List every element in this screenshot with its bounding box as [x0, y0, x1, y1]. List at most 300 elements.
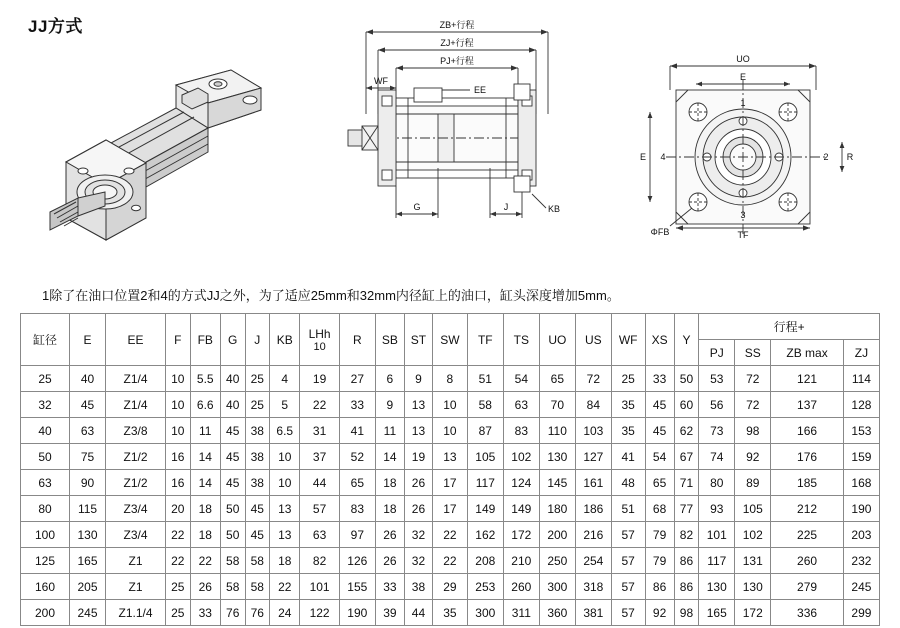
- table-cell: 153: [843, 418, 879, 444]
- table-cell: 110: [539, 418, 575, 444]
- table-cell: 48: [611, 470, 645, 496]
- table-row: [21, 418, 880, 444]
- table-cell: 87: [467, 418, 503, 444]
- table-cell: 44: [404, 600, 432, 626]
- table-cell: 92: [735, 444, 771, 470]
- col-header-j: J: [245, 314, 270, 366]
- table-cell: 10: [432, 392, 467, 418]
- table-cell: 115: [70, 496, 106, 522]
- table-cell: 45: [245, 522, 270, 548]
- table-cell: Z1: [106, 548, 166, 574]
- table-cell: 5: [270, 392, 300, 418]
- table-cell: 4: [270, 366, 300, 392]
- table-cell: 5.5: [190, 366, 220, 392]
- table-cell: 13: [270, 496, 300, 522]
- col-header-us: US: [575, 314, 611, 366]
- table-cell: 10: [166, 366, 191, 392]
- table-cell: 52: [339, 444, 375, 470]
- table-cell: 25: [611, 366, 645, 392]
- table-cell: 40: [220, 392, 245, 418]
- table-cell: 102: [735, 522, 771, 548]
- table-cell: 105: [735, 496, 771, 522]
- table-cell: 33: [645, 366, 674, 392]
- dim-e-top-label: E: [739, 72, 747, 82]
- table-cell: 122: [300, 600, 339, 626]
- table-cell: 83: [339, 496, 375, 522]
- table-cell: 260: [771, 548, 844, 574]
- note-text: 1除了在油口位置2和4的方式JJ之外，为了适应25mm和32mm内径缸上的油口，缸头深度增加5mm。: [42, 288, 620, 303]
- table-cell: 31: [300, 418, 339, 444]
- table-cell: 29: [432, 574, 467, 600]
- table-cell: 10: [432, 418, 467, 444]
- col-header-zbmax: ZB max: [771, 340, 844, 366]
- table-cell: 9: [404, 366, 432, 392]
- table-cell: 260: [503, 574, 539, 600]
- table-cell: 6.6: [190, 392, 220, 418]
- table-cell: 166: [771, 418, 844, 444]
- table-cell: 155: [339, 574, 375, 600]
- table-cell: 208: [467, 548, 503, 574]
- table-cell: 57: [611, 600, 645, 626]
- col-header-tf: TF: [467, 314, 503, 366]
- table-cell: 45: [220, 418, 245, 444]
- table-cell: 162: [467, 522, 503, 548]
- table-cell: 22: [166, 548, 191, 574]
- table-cell: 100: [21, 522, 70, 548]
- table-cell: 98: [674, 600, 699, 626]
- table-cell: 18: [270, 548, 300, 574]
- table-cell: 41: [339, 418, 375, 444]
- table-cell: 39: [375, 600, 404, 626]
- table-row: [21, 444, 880, 470]
- table-cell: 13: [404, 392, 432, 418]
- table-cell: 58: [220, 574, 245, 600]
- col-header-sb: SB: [375, 314, 404, 366]
- table-cell: 172: [735, 600, 771, 626]
- table-cell: 14: [190, 444, 220, 470]
- table-cell: 22: [270, 574, 300, 600]
- dim-zj-label: ZJ+行程: [440, 38, 474, 48]
- table-row: [21, 522, 880, 548]
- table-cell: 186: [575, 496, 611, 522]
- table-cell: 161: [575, 470, 611, 496]
- col-header-ss: SS: [735, 340, 771, 366]
- table-cell: 40: [220, 366, 245, 392]
- table-cell: 71: [674, 470, 699, 496]
- table-cell: 76: [220, 600, 245, 626]
- col-header-travel-group: 行程+: [699, 314, 880, 340]
- table-row: [21, 600, 880, 626]
- table-cell: 11: [190, 418, 220, 444]
- table-cell: 245: [843, 574, 879, 600]
- table-cell: 18: [190, 496, 220, 522]
- col-header-f: F: [166, 314, 191, 366]
- col-header-kb: KB: [270, 314, 300, 366]
- table-cell: 216: [575, 522, 611, 548]
- table-cell: 65: [539, 366, 575, 392]
- table-cell: 26: [375, 548, 404, 574]
- table-cell: 22: [190, 548, 220, 574]
- table-cell: 11: [375, 418, 404, 444]
- table-cell: 149: [467, 496, 503, 522]
- table-cell: 210: [503, 548, 539, 574]
- table-cell: 117: [467, 470, 503, 496]
- table-cell: 54: [645, 444, 674, 470]
- table-cell: 232: [843, 548, 879, 574]
- table-cell: 90: [70, 470, 106, 496]
- table-cell: 45: [220, 470, 245, 496]
- table-cell: 20: [166, 496, 191, 522]
- table-cell: 19: [404, 444, 432, 470]
- table-cell: 25: [166, 574, 191, 600]
- table-cell: 74: [699, 444, 735, 470]
- table-cell: Z1: [106, 574, 166, 600]
- table-cell: 98: [735, 418, 771, 444]
- col-header-zj: ZJ: [843, 340, 879, 366]
- table-cell: 58: [467, 392, 503, 418]
- table-cell: 65: [645, 470, 674, 496]
- table-cell: 57: [300, 496, 339, 522]
- dim-pj-label: PJ+行程: [440, 56, 474, 66]
- table-cell: 336: [771, 600, 844, 626]
- dim-wf-label: WF: [374, 76, 388, 86]
- table-cell: 63: [21, 470, 70, 496]
- table-cell: 360: [539, 600, 575, 626]
- table-cell: 130: [735, 574, 771, 600]
- table-cell: 10: [166, 392, 191, 418]
- table-cell: 57: [611, 574, 645, 600]
- table-cell: 35: [432, 600, 467, 626]
- dim-g-label: G: [413, 202, 421, 212]
- table-cell: 63: [70, 418, 106, 444]
- table-cell: 185: [771, 470, 844, 496]
- dim-fb-label: ΦFB: [650, 227, 670, 237]
- table-cell: 105: [467, 444, 503, 470]
- spec-table: [20, 313, 880, 626]
- dim-r-label: R: [846, 152, 854, 162]
- figure-isometric-cylinder: [26, 40, 296, 265]
- table-cell: 205: [70, 574, 106, 600]
- table-cell: 79: [645, 522, 674, 548]
- table-cell: 83: [503, 418, 539, 444]
- table-cell: 10: [166, 418, 191, 444]
- table-cell: Z1/4: [106, 392, 166, 418]
- table-cell: 149: [503, 496, 539, 522]
- table-cell: 25: [21, 366, 70, 392]
- col-header-st: ST: [404, 314, 432, 366]
- spec-table-head: [21, 314, 880, 366]
- table-cell: 56: [699, 392, 735, 418]
- table-cell: 67: [674, 444, 699, 470]
- table-cell: 58: [245, 548, 270, 574]
- table-cell: 82: [674, 522, 699, 548]
- dim-e-left-label: E: [639, 152, 647, 162]
- table-cell: 22: [432, 522, 467, 548]
- table-cell: 103: [575, 418, 611, 444]
- table-cell: 93: [699, 496, 735, 522]
- table-cell: 190: [843, 496, 879, 522]
- table-cell: 38: [245, 418, 270, 444]
- table-cell: Z1.1/4: [106, 600, 166, 626]
- table-cell: 300: [539, 574, 575, 600]
- table-cell: 130: [539, 444, 575, 470]
- spec-table-body: [21, 366, 880, 626]
- table-cell: 72: [575, 366, 611, 392]
- table-cell: 45: [220, 444, 245, 470]
- table-cell: 19: [300, 366, 339, 392]
- table-cell: 245: [70, 600, 106, 626]
- table-row: [21, 574, 880, 600]
- table-cell: 53: [699, 366, 735, 392]
- table-cell: 40: [70, 366, 106, 392]
- table-cell: 25: [245, 392, 270, 418]
- table-cell: 32: [404, 548, 432, 574]
- table-cell: 18: [190, 522, 220, 548]
- table-cell: 40: [21, 418, 70, 444]
- table-cell: 33: [375, 574, 404, 600]
- table-cell: 6: [375, 366, 404, 392]
- table-cell: 124: [503, 470, 539, 496]
- table-cell: 14: [190, 470, 220, 496]
- table-cell: 131: [735, 548, 771, 574]
- table-cell: 54: [503, 366, 539, 392]
- table-cell: 63: [300, 522, 339, 548]
- table-cell: 8: [432, 366, 467, 392]
- table-cell: 50: [220, 496, 245, 522]
- table-cell: 145: [539, 470, 575, 496]
- table-cell: 75: [70, 444, 106, 470]
- table-cell: 18: [375, 496, 404, 522]
- table-cell: 35: [611, 392, 645, 418]
- table-cell: 86: [674, 574, 699, 600]
- table-cell: 80: [699, 470, 735, 496]
- table-cell: 10: [270, 470, 300, 496]
- table-cell: 16: [166, 444, 191, 470]
- table-cell: Z3/8: [106, 418, 166, 444]
- table-cell: 203: [843, 522, 879, 548]
- table-cell: 159: [843, 444, 879, 470]
- table-cell: 318: [575, 574, 611, 600]
- port-position-1: 1: [740, 98, 746, 108]
- table-cell: 35: [611, 418, 645, 444]
- table-cell: 27: [339, 366, 375, 392]
- table-cell: 279: [771, 574, 844, 600]
- col-header-bore: 缸径: [21, 314, 70, 366]
- table-cell: 58: [245, 574, 270, 600]
- dim-kb-label: KB: [548, 204, 561, 214]
- table-cell: 176: [771, 444, 844, 470]
- spec-table-container: [20, 313, 880, 626]
- table-cell: 13: [432, 444, 467, 470]
- table-cell: 72: [735, 392, 771, 418]
- table-cell: 25: [166, 600, 191, 626]
- dim-tf-label: TF: [737, 230, 749, 238]
- table-cell: 128: [843, 392, 879, 418]
- col-header-pj: PJ: [699, 340, 735, 366]
- col-header-xs: XS: [645, 314, 674, 366]
- figure-front-view: [630, 38, 880, 238]
- table-cell: 130: [699, 574, 735, 600]
- table-cell: 17: [432, 496, 467, 522]
- table-cell: 190: [339, 600, 375, 626]
- table-cell: Z3/4: [106, 496, 166, 522]
- table-cell: 38: [404, 574, 432, 600]
- table-cell: 41: [611, 444, 645, 470]
- table-header-row: [21, 314, 880, 340]
- table-cell: 160: [21, 574, 70, 600]
- table-cell: 212: [771, 496, 844, 522]
- col-header-lhh-main: LHh: [308, 326, 331, 341]
- table-cell: 38: [245, 444, 270, 470]
- col-header-lhh: [300, 314, 339, 366]
- table-cell: 200: [539, 522, 575, 548]
- table-cell: 50: [674, 366, 699, 392]
- table-cell: 127: [575, 444, 611, 470]
- table-cell: 68: [645, 496, 674, 522]
- table-cell: 250: [539, 548, 575, 574]
- table-cell: 89: [735, 470, 771, 496]
- table-cell: 121: [771, 366, 844, 392]
- table-cell: 51: [467, 366, 503, 392]
- port-position-4: 4: [660, 152, 666, 162]
- table-cell: 26: [404, 470, 432, 496]
- table-cell: 38: [245, 470, 270, 496]
- table-cell: 45: [645, 392, 674, 418]
- table-cell: 45: [245, 496, 270, 522]
- dim-uo-label: UO: [736, 54, 750, 64]
- table-cell: 33: [190, 600, 220, 626]
- table-cell: 13: [404, 418, 432, 444]
- table-cell: 76: [245, 600, 270, 626]
- table-cell: 51: [611, 496, 645, 522]
- table-cell: 25: [245, 366, 270, 392]
- table-cell: 200: [21, 600, 70, 626]
- table-cell: Z3/4: [106, 522, 166, 548]
- table-cell: 300: [467, 600, 503, 626]
- table-cell: 50: [21, 444, 70, 470]
- col-header-ts: TS: [503, 314, 539, 366]
- table-cell: 82: [300, 548, 339, 574]
- table-cell: 14: [375, 444, 404, 470]
- table-cell: 168: [843, 470, 879, 496]
- col-header-uo: UO: [539, 314, 575, 366]
- table-cell: 381: [575, 600, 611, 626]
- port-position-3: 3: [740, 210, 746, 220]
- dim-ee-label: EE: [474, 85, 487, 95]
- table-row: [21, 496, 880, 522]
- table-cell: 13: [270, 522, 300, 548]
- table-cell: 65: [339, 470, 375, 496]
- table-cell: 114: [843, 366, 879, 392]
- table-cell: 22: [166, 522, 191, 548]
- table-cell: 180: [539, 496, 575, 522]
- col-header-wf: WF: [611, 314, 645, 366]
- port-position-2: 2: [823, 152, 829, 162]
- table-cell: 253: [467, 574, 503, 600]
- table-cell: 130: [70, 522, 106, 548]
- table-cell: 63: [503, 392, 539, 418]
- table-cell: 97: [339, 522, 375, 548]
- table-cell: 22: [300, 392, 339, 418]
- table-cell: 33: [339, 392, 375, 418]
- table-cell: 57: [611, 522, 645, 548]
- table-row: [21, 366, 880, 392]
- table-cell: 32: [21, 392, 70, 418]
- table-cell: 70: [539, 392, 575, 418]
- table-cell: 86: [645, 574, 674, 600]
- col-header-fb: FB: [190, 314, 220, 366]
- col-header-r: R: [339, 314, 375, 366]
- table-cell: 62: [674, 418, 699, 444]
- table-cell: 44: [300, 470, 339, 496]
- table-cell: 254: [575, 548, 611, 574]
- table-cell: 92: [645, 600, 674, 626]
- table-cell: 9: [375, 392, 404, 418]
- table-cell: 172: [503, 522, 539, 548]
- table-cell: 225: [771, 522, 844, 548]
- table-cell: 125: [21, 548, 70, 574]
- table-cell: 84: [575, 392, 611, 418]
- table-row: [21, 548, 880, 574]
- col-header-sw: SW: [432, 314, 467, 366]
- table-cell: 60: [674, 392, 699, 418]
- table-cell: 17: [432, 470, 467, 496]
- table-cell: Z1/2: [106, 470, 166, 496]
- table-cell: 58: [220, 548, 245, 574]
- table-cell: 24: [270, 600, 300, 626]
- table-cell: 86: [674, 548, 699, 574]
- table-cell: 77: [674, 496, 699, 522]
- dim-zb-label: ZB+行程: [439, 20, 475, 30]
- table-cell: 16: [166, 470, 191, 496]
- col-header-ee: EE: [106, 314, 166, 366]
- table-cell: 101: [300, 574, 339, 600]
- table-cell: 79: [645, 548, 674, 574]
- table-row: [21, 392, 880, 418]
- table-cell: 299: [843, 600, 879, 626]
- page-title: JJ方式: [28, 17, 83, 36]
- table-cell: 10: [270, 444, 300, 470]
- table-cell: 26: [375, 522, 404, 548]
- table-cell: 80: [21, 496, 70, 522]
- table-cell: 117: [699, 548, 735, 574]
- table-cell: 73: [699, 418, 735, 444]
- table-cell: 72: [735, 366, 771, 392]
- table-cell: 165: [699, 600, 735, 626]
- table-cell: 26: [404, 496, 432, 522]
- table-cell: 101: [699, 522, 735, 548]
- col-header-g: G: [220, 314, 245, 366]
- table-cell: 57: [611, 548, 645, 574]
- table-cell: 102: [503, 444, 539, 470]
- table-cell: 45: [70, 392, 106, 418]
- table-cell: 37: [300, 444, 339, 470]
- table-cell: 126: [339, 548, 375, 574]
- table-cell: Z1/2: [106, 444, 166, 470]
- table-cell: 22: [432, 548, 467, 574]
- col-header-e: E: [70, 314, 106, 366]
- table-cell: 165: [70, 548, 106, 574]
- table-cell: 6.5: [270, 418, 300, 444]
- col-header-lhh-sub: 10: [313, 340, 326, 353]
- table-cell: 311: [503, 600, 539, 626]
- table-cell: 137: [771, 392, 844, 418]
- table-cell: 26: [190, 574, 220, 600]
- table-cell: 45: [645, 418, 674, 444]
- table-cell: 50: [220, 522, 245, 548]
- table-row: [21, 470, 880, 496]
- dim-j-label: J: [503, 202, 509, 212]
